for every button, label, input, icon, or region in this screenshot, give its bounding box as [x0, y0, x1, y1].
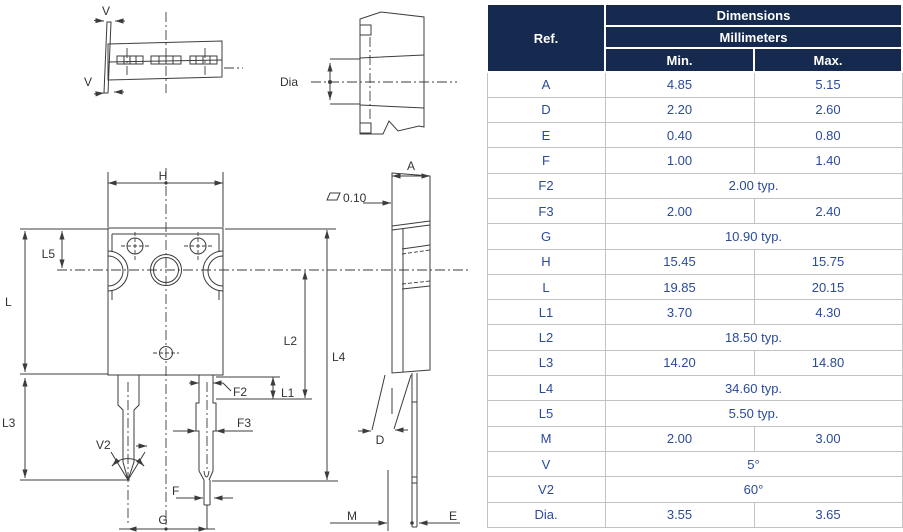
ref-cell: L2: [487, 325, 605, 350]
min-cell: 14.20: [605, 350, 754, 375]
dim-label-f: F: [172, 484, 180, 498]
typ-cell: 10.90 typ.: [605, 224, 902, 249]
dim-label-e: E: [448, 509, 458, 523]
max-cell: 20.15: [754, 274, 902, 299]
ref-cell: L3: [487, 350, 605, 375]
ref-cell: F3: [487, 198, 605, 223]
max-cell: 3.65: [754, 502, 902, 527]
dim-label-v2: V2: [96, 438, 111, 452]
table-row: [487, 426, 902, 451]
max-header: Max.: [754, 48, 902, 72]
millimeters-header: Millimeters: [605, 26, 902, 48]
typ-cell: 5°: [605, 451, 902, 476]
dim-label-a: A: [406, 159, 416, 173]
max-cell: 2.40: [754, 198, 902, 223]
dim-label-l2: L2: [283, 334, 297, 348]
dimensions-table-body: [487, 72, 902, 527]
ref-cell: L1: [487, 300, 605, 325]
ref-cell: V: [487, 451, 605, 476]
dim-label-dia: Dia: [279, 75, 298, 89]
dim-label-l: L: [5, 295, 12, 309]
typ-cell: 5.50 typ.: [605, 401, 902, 426]
max-cell: 5.15: [754, 72, 902, 97]
typ-cell: 18.50 typ.: [605, 325, 902, 350]
typ-cell: 34.60 typ.: [605, 376, 902, 401]
dim-label-l1: L1: [281, 386, 295, 400]
dim-label-l4: L4: [332, 350, 346, 364]
table-row: [487, 376, 902, 401]
min-cell: 4.85: [605, 72, 754, 97]
ref-cell: H: [487, 249, 605, 274]
ref-header: Ref.: [487, 4, 605, 72]
dim-label-l3: L3: [2, 416, 16, 430]
min-cell: 0.40: [605, 123, 754, 148]
max-cell: 1.40: [754, 148, 902, 173]
min-cell: 3.55: [605, 502, 754, 527]
table-row: [487, 274, 902, 299]
table-row: [487, 502, 902, 527]
max-cell: 0.80: [754, 123, 902, 148]
min-cell: 3.70: [605, 300, 754, 325]
min-cell: 2.00: [605, 198, 754, 223]
table-row: [487, 123, 902, 148]
side-view: [327, 159, 460, 531]
min-cell: 15.45: [605, 249, 754, 274]
dimensions-table: [486, 3, 903, 528]
ref-cell: D: [487, 97, 605, 122]
ref-cell: F2: [487, 173, 605, 198]
ref-cell: L5: [487, 401, 605, 426]
min-cell: 2.20: [605, 97, 754, 122]
max-cell: 3.00: [754, 426, 902, 451]
ref-cell: M: [487, 426, 605, 451]
flatness-symbol-icon: [327, 193, 340, 200]
front-view: [2, 168, 468, 531]
table-row: [487, 224, 902, 249]
dim-label-f2: F2: [233, 385, 248, 399]
table-row: [487, 97, 902, 122]
min-header: Min.: [605, 48, 754, 72]
max-cell: 2.60: [754, 97, 902, 122]
ref-cell: Dia.: [487, 502, 605, 527]
dim-label-h: H: [158, 169, 168, 183]
dim-label-v-bottom: V: [83, 75, 93, 89]
dim-label-l5: L5: [41, 247, 55, 261]
max-cell: 14.80: [754, 350, 902, 375]
dim-label-v-top: V: [101, 4, 111, 18]
ref-cell: L4: [487, 376, 605, 401]
table-row: [487, 325, 902, 350]
table-row: [487, 173, 902, 198]
dim-label-f3: F3: [237, 416, 252, 430]
typ-cell: 60°: [605, 477, 902, 502]
dim-label-g: G: [158, 513, 168, 527]
table-row: [487, 477, 902, 502]
ref-cell: A: [487, 72, 605, 97]
ref-cell: F: [487, 148, 605, 173]
dimensions-header: Dimensions: [605, 4, 902, 26]
table-row: [487, 300, 902, 325]
table-row: [487, 198, 902, 223]
table-row: [487, 148, 902, 173]
dim-label-d: D: [375, 433, 385, 447]
table-row: [487, 401, 902, 426]
max-cell: 15.75: [754, 249, 902, 274]
min-cell: 19.85: [605, 274, 754, 299]
dia-profile-view: [280, 12, 457, 134]
table-row: [487, 350, 902, 375]
flatness-value: 0.10: [343, 191, 367, 205]
table-row: [487, 72, 902, 97]
dim-label-m: M: [347, 509, 357, 523]
ref-cell: V2: [487, 477, 605, 502]
min-cell: 2.00: [605, 426, 754, 451]
min-cell: 1.00: [605, 148, 754, 173]
max-cell: 4.30: [754, 300, 902, 325]
table-row: [487, 249, 902, 274]
top-view: [84, 4, 243, 94]
ref-cell: G: [487, 224, 605, 249]
ref-cell: E: [487, 123, 605, 148]
typ-cell: 2.00 typ.: [605, 173, 902, 198]
ref-cell: L: [487, 274, 605, 299]
table-row: [487, 451, 902, 476]
dimensions-table-header: [487, 4, 902, 72]
